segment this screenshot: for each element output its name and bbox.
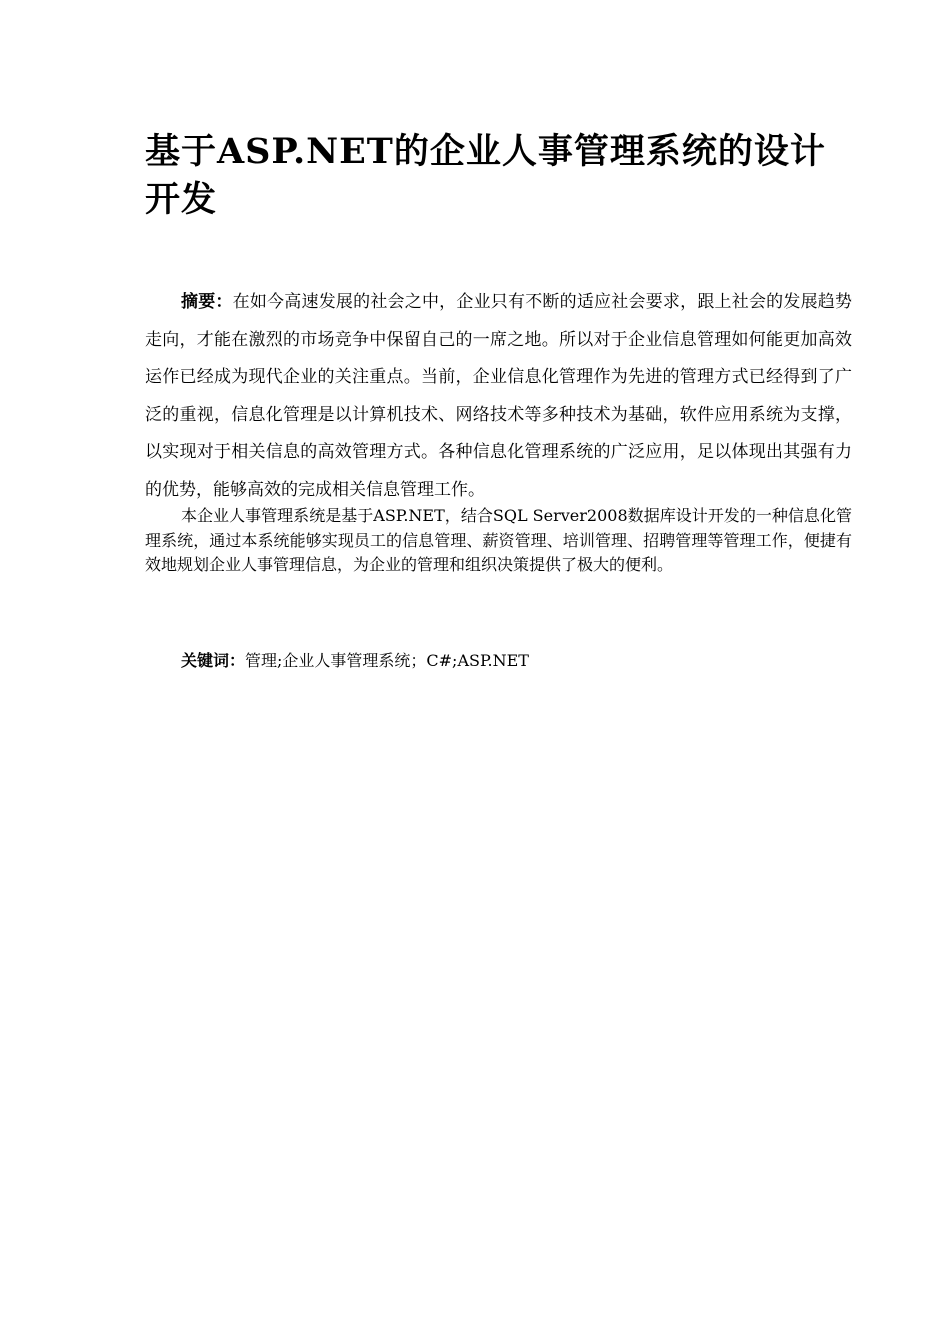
paper-title: 基于ASP.NET的企业人事管理系统的设计开发 (145, 131, 826, 220)
abstract-paragraph-2: 本企业人事管理系统是基于ASP.NET，结合SQL Server2008数据库设计开发的一种信息化管理系统，通过本系统能够实现员工的信息管理、薪资管理、培训管理、招聘管理等管理工作，便捷有效地规划企业人事管理信息，为企业的管理和组织决策提供了极大的便利。 (145, 506, 852, 574)
abstract-paragraph-1 (145, 284, 852, 509)
abstract-label: 摘要： (181, 292, 233, 312)
keywords-line (181, 648, 851, 674)
abstract-text-1: 在如今高速发展的社会之中，企业只有不断的适应社会要求，跟上社会的发展趋势走向，才能在激烈的市场竞争中保留自己的一席之地。所以对于企业信息管理如何能更加高效运作已经成为现代企业的关注重点。当前，企业信息化管理作为先进的管理方式已经得到了广泛的重视，信息化管理是以计算机技术、网络技术等多种技术为基础，软件应用系统为支撑，以实现对于相关信息的高效管理方式。各种信息化管理系统的广泛应用，足以体现出其强有力的优势，能够高效的完成相关信息管理工作。 (145, 292, 853, 500)
keywords-label: 关键词： (181, 651, 246, 670)
keywords-text: 管理;企业人事管理系统；C#;ASP.NET (245, 651, 529, 670)
